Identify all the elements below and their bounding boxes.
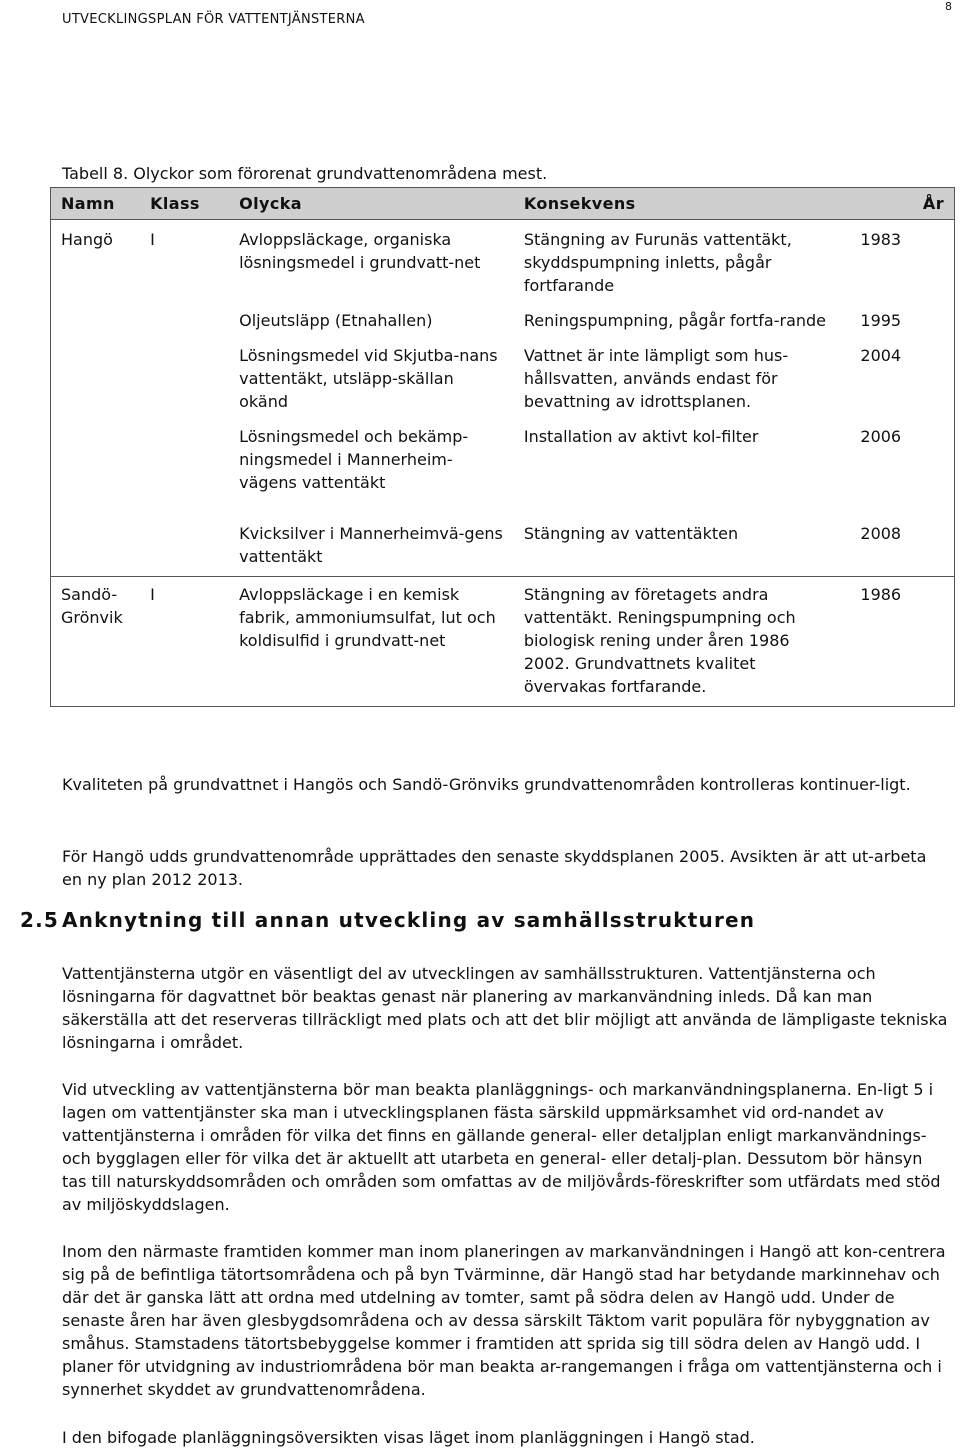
cell-name: [51, 425, 141, 494]
cell-accident: Lösningsmedel och bekämp-ningsmedel i Mannerheim-vägens vattentäkt: [239, 427, 469, 492]
cell-year: 1983: [860, 230, 902, 249]
cell-class: I: [150, 230, 155, 249]
cell-consequence: Stängning av företagets andra vattentäkt. Reningspumpning och biologisk rening under åren 1986 2002. Grundvattnets kvalitet övervakas fortfarande.: [514, 577, 851, 707]
cell-accident: Lösningsmedel vid Skjutba-nans vattentäkt, utsläpp-skällan okänd: [239, 346, 498, 411]
cell-name: Sandö-Grönvik: [51, 577, 141, 707]
paragraph-planning: Vid utveckling av vattentjänsterna bör man beakta planläggnings- och markanvändningsplanerna. En-ligt 5 i lagen om vattentjänster ska man i utvecklingsplanen fästa särskild uppmärksamhet vid ord-nandet av vattentjänsterna i områden för vilka det finns en gällande general- eller detaljplan enligt markanvändnings- och bygglagen eller för vilka det är aktuellt att utarbeta en general- eller detalj-plan. Dessutom bör hänsyn tas till naturskyddsområden och områden som omfattas av de miljövårds-föreskrifter som utfärdats med stöd av miljöskyddslagen.: [62, 1080, 941, 1214]
paragraph-future: Inom den närmaste framtiden kommer man inom planeringen av markanvändningen i Hangö att kon-centrera sig på de befintliga tätortsområdena och på byn Tvärminne, där Hangö stad har betydande markinnehav och där det är ganska lätt att ordna med utdelning av tomter, samt på södra delen av Hangö udd. Under de senaste åren har även glesbygdsområdena och av dessa särskilt Täktom varit populära för nybyggnation av småhus. Stamstadens tätortsbebyggelse kommer i framtiden att sprida sig till södra delen av Hangö udd. I planer för utvidgning av industriområdena bör man beakta ar-rangemangen i fråga om vattentjänsterna och i synnerhet skyddet av grundvattenområdena.: [62, 1242, 946, 1399]
table-row: [51, 577, 955, 707]
cell-year: 1995: [860, 311, 902, 330]
cell-name: Hangö: [61, 230, 113, 249]
table-row: [51, 522, 955, 568]
section-number: 2.5: [20, 908, 60, 932]
cell-year: 2004: [860, 346, 902, 365]
cell-name: [51, 344, 141, 413]
cell-accident: Kvicksilver i Mannerheimvä-gens vattentäkt: [239, 524, 503, 566]
cell-consequence: Stängning av Furunäs vattentäkt, skyddspumpning inletts, pågår fortfarande: [523, 230, 792, 295]
cell-year: 2006: [860, 427, 902, 446]
cell-accident: Oljeutsläpp (Etnahallen): [239, 311, 433, 330]
accident-table: [50, 187, 955, 707]
column-header-name: Namn: [51, 188, 141, 220]
paragraph-protection-plan: För Hangö udds grundvattenområde upprättades den senaste skyddsplanen 2005. Avsikten är att ut-arbeta en ny plan 2012 2013.: [62, 847, 927, 889]
cell-class: [140, 425, 229, 494]
section-title: Anknytning till annan utveckling av samhällsstrukturen: [62, 908, 756, 932]
column-header-class: Klass: [140, 188, 229, 220]
cell-consequence: Stängning av vattentäkten: [523, 524, 739, 543]
cell-consequence: Reningspumpning, pågår fortfa-rande: [523, 311, 827, 330]
column-header-accident: Olycka: [229, 188, 514, 220]
column-header-consequence: Konsekvens: [514, 188, 851, 220]
running-header: UTVECKLINGSPLAN FÖR VATTENTJÄNSTERNA: [62, 12, 365, 27]
section-heading: [20, 908, 755, 932]
table-row: [51, 309, 955, 332]
cell-consequence: Installation av aktivt kol-filter: [523, 427, 759, 446]
cell-year: 1986: [850, 577, 954, 707]
cell-name: [51, 522, 141, 568]
table-row: [51, 220, 955, 298]
table-row: [51, 425, 955, 494]
table-caption: Tabell 8. Olyckor som förorenat grundvattenområdena mest.: [62, 164, 548, 183]
paragraph-quality: Kvaliteten på grundvattnet i Hangös och Sandö-Grönviks grundvattenområden kontrolleras kontinuer-ligt.: [62, 775, 911, 794]
paragraph-intro: Vattentjänsterna utgör en väsentligt del av utvecklingen av samhällsstrukturen. Vattentjänsterna och lösningarna för dagvattnet bör beaktas genast när planering av markanvändning inleds. Då kan man säkerställa att det reserveras tillräckligt med plats och att det blir möjligt att använda de lämpligaste tekniska lösningarna i området.: [62, 964, 948, 1052]
table-row: [51, 344, 955, 413]
cell-class: I: [140, 577, 229, 707]
cell-class: [140, 309, 229, 332]
cell-class: [140, 522, 229, 568]
cell-consequence: Vattnet är inte lämpligt som hus-hållsvatten, används endast för bevattning av idrottsplanen.: [523, 346, 789, 411]
cell-accident: Avloppsläckage, organiska lösningsmedel i grundvatt-net: [239, 230, 481, 272]
page-number: 8: [945, 0, 952, 13]
table-header-row: [51, 188, 955, 220]
paragraph-attachment: I den bifogade planläggningsöversikten visas läget inom planläggningen i Hangö stad.: [62, 1428, 755, 1447]
cell-year: 2008: [860, 524, 902, 543]
cell-accident: Avloppsläckage i en kemisk fabrik, ammoniumsulfat, lut och koldisulfid i grundvatt-net: [229, 577, 514, 707]
column-header-year: År: [850, 188, 954, 220]
cell-class: [140, 344, 229, 413]
cell-name: [51, 309, 141, 332]
